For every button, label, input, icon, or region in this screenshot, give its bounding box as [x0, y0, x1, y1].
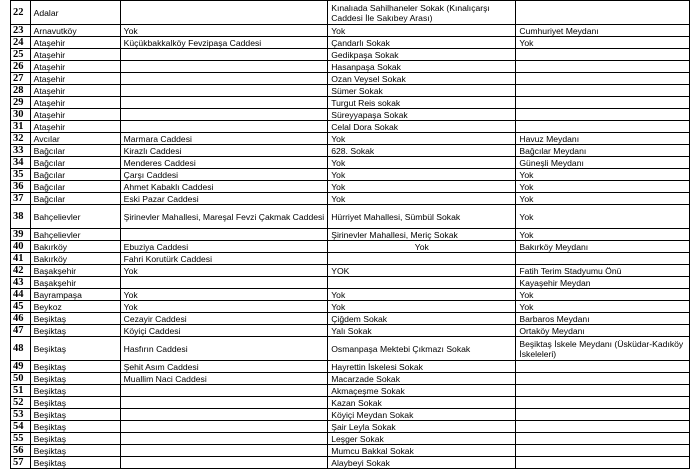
pedestrian-street-cell: Celal Dora Sokak [328, 121, 516, 133]
street-cell [120, 277, 328, 289]
row-number: 45 [11, 301, 31, 313]
table-row [11, 25, 690, 37]
square-cell: Cumhuriyet Meydanı [516, 25, 690, 37]
street-cell: Yok [120, 301, 328, 313]
table-row [11, 313, 690, 325]
table-row [11, 229, 690, 241]
pedestrian-street-cell: Kazan Sokak [328, 397, 516, 409]
square-cell: Fatih Terim Stadyumu Önü [516, 265, 690, 277]
street-cell [120, 97, 328, 109]
table-row [11, 337, 690, 361]
square-cell: Havuz Meydanı [516, 133, 690, 145]
street-cell: Ebuziya Caddesi [120, 241, 328, 253]
district-cell: Ataşehir [30, 61, 120, 73]
street-cell: Ahmet Kabaklı Caddesi [120, 181, 328, 193]
district-cell: Ataşehir [30, 97, 120, 109]
district-cell: Beşiktaş [30, 373, 120, 385]
row-number: 31 [11, 121, 31, 133]
street-cell: Marmara Caddesi [120, 133, 328, 145]
square-cell [516, 97, 690, 109]
row-number: 54 [11, 421, 31, 433]
street-cell: Köyiçi Caddesi [120, 325, 328, 337]
table-row [11, 85, 690, 97]
square-cell [516, 361, 690, 373]
row-number: 35 [11, 169, 31, 181]
table-row [11, 133, 690, 145]
street-cell: Menderes Caddesi [120, 157, 328, 169]
district-cell: Bağcılar [30, 145, 120, 157]
pedestrian-street-cell: Gedikpaşa Sokak [328, 49, 516, 61]
square-cell: Yok [516, 289, 690, 301]
street-cell: Muallim Naci Caddesi [120, 373, 328, 385]
row-number: 29 [11, 97, 31, 109]
document-page [10, 0, 690, 469]
table-row [11, 385, 690, 397]
square-cell [516, 61, 690, 73]
pedestrian-street-cell: Çandarlı Sokak [328, 37, 516, 49]
pedestrian-street-cell [328, 253, 516, 265]
pedestrian-street-cell: Yok [328, 169, 516, 181]
row-number: 55 [11, 433, 31, 445]
district-cell: Bakırköy [30, 253, 120, 265]
square-cell [516, 433, 690, 445]
district-cell: Beşiktaş [30, 337, 120, 361]
street-cell [120, 445, 328, 457]
row-number: 44 [11, 289, 31, 301]
table-row [11, 265, 690, 277]
row-number: 27 [11, 73, 31, 85]
square-cell: Yok [516, 301, 690, 313]
district-cell: Bayrampaşa [30, 289, 120, 301]
pedestrian-street-cell: 628. Sokak [328, 145, 516, 157]
district-cell: Arnavutköy [30, 25, 120, 37]
row-number: 38 [11, 205, 31, 229]
table-row [11, 97, 690, 109]
square-cell: Bağcılar Meydanı [516, 145, 690, 157]
district-cell: Ataşehir [30, 49, 120, 61]
row-number: 24 [11, 37, 31, 49]
table-row [11, 457, 690, 469]
table-row [11, 169, 690, 181]
street-cell: Yok [120, 25, 328, 37]
street-cell: Cezayir Caddesi [120, 313, 328, 325]
square-cell: Yok [516, 37, 690, 49]
street-cell [120, 229, 328, 241]
district-cell: Beşiktaş [30, 325, 120, 337]
pedestrian-street-cell: Çiğdem Sokak [328, 313, 516, 325]
pedestrian-street-cell: Kınalıada Sahilhaneler Sokak (Kınalıçarşı Caddesi İle Sakıbey Arası) [328, 1, 516, 25]
row-number: 43 [11, 277, 31, 289]
square-cell: Barbaros Meydanı [516, 313, 690, 325]
square-cell [516, 73, 690, 85]
square-cell: Yok [516, 205, 690, 229]
pedestrian-street-cell: Şair Leyla Sokak [328, 421, 516, 433]
district-cell: Başakşehir [30, 277, 120, 289]
table-row [11, 61, 690, 73]
district-cell: Adalar [30, 1, 120, 25]
pedestrian-street-cell: Süreyyapaşa Sokak [328, 109, 516, 121]
pedestrian-street-cell: Hürriyet Mahallesi, Sümbül Sokak [328, 205, 516, 229]
district-cell: Beşiktaş [30, 385, 120, 397]
square-cell: Bakırköy Meydanı [516, 241, 690, 253]
pedestrian-street-cell: Ozan Veysel Sokak [328, 73, 516, 85]
pedestrian-street-cell: Yok [328, 289, 516, 301]
pedestrian-street-cell: Şirinevler Mahallesi, Meriç Sokak [328, 229, 516, 241]
table-row [11, 145, 690, 157]
square-cell: Beşiktaş İskele Meydanı (Üsküdar-Kadıköy İskeleleri) [516, 337, 690, 361]
square-cell [516, 1, 690, 25]
square-cell [516, 121, 690, 133]
table-row [11, 73, 690, 85]
table-row [11, 49, 690, 61]
table-row [11, 37, 690, 49]
square-cell [516, 49, 690, 61]
pedestrian-street-cell: Turgut Reis sokak [328, 97, 516, 109]
row-number: 53 [11, 409, 31, 421]
district-cell: Beşiktaş [30, 313, 120, 325]
row-number: 50 [11, 373, 31, 385]
street-cell: Şirinevler Mahallesi, Mareşal Fevzi Çakmak Caddesi [120, 205, 328, 229]
row-number: 40 [11, 241, 31, 253]
table-row [11, 397, 690, 409]
table-row [11, 181, 690, 193]
street-cell: Yok [120, 289, 328, 301]
table-row [11, 373, 690, 385]
table-row [11, 121, 690, 133]
row-number: 36 [11, 181, 31, 193]
row-number: 33 [11, 145, 31, 157]
pedestrian-street-cell: Yok [328, 181, 516, 193]
square-cell [516, 421, 690, 433]
square-cell: Yok [516, 229, 690, 241]
table-body [11, 1, 690, 469]
district-cell: Bahçelievler [30, 229, 120, 241]
table-row [11, 361, 690, 373]
district-cell: Beşiktaş [30, 421, 120, 433]
pedestrian-street-cell: Yok [328, 301, 516, 313]
square-cell [516, 253, 690, 265]
district-cell: Bahçelievler [30, 205, 120, 229]
district-cell: Bakırköy [30, 241, 120, 253]
row-number: 52 [11, 397, 31, 409]
table-row [11, 157, 690, 169]
district-cell: Ataşehir [30, 121, 120, 133]
square-cell [516, 397, 690, 409]
district-cell: Bağcılar [30, 169, 120, 181]
street-cell [120, 385, 328, 397]
pedestrian-street-cell: Macarzade Sokak [328, 373, 516, 385]
district-cell: Bağcılar [30, 157, 120, 169]
row-number: 25 [11, 49, 31, 61]
square-cell [516, 385, 690, 397]
pedestrian-street-cell: Yok [328, 133, 516, 145]
pedestrian-street-cell: Hayrettin İskelesi Sokak [328, 361, 516, 373]
street-cell: Fahri Korutürk Caddesi [120, 253, 328, 265]
district-cell: Beşiktaş [30, 433, 120, 445]
row-number: 22 [11, 1, 31, 25]
street-cell: Yok [120, 265, 328, 277]
street-cell: Eski Pazar Caddesi [120, 193, 328, 205]
square-cell: Yok [516, 181, 690, 193]
street-cell: Kirazlı Caddesi [120, 145, 328, 157]
pedestrian-street-cell: Osmanpaşa Mektebi Çıkmazı Sokak [328, 337, 516, 361]
row-number: 23 [11, 25, 31, 37]
table-row [11, 241, 690, 253]
row-number: 42 [11, 265, 31, 277]
street-cell [120, 109, 328, 121]
table-row [11, 445, 690, 457]
table-row [11, 409, 690, 421]
street-cell [120, 1, 328, 25]
pedestrian-street-cell: Yok [328, 157, 516, 169]
pedestrian-street-cell: Sümer Sokak [328, 85, 516, 97]
row-number: 28 [11, 85, 31, 97]
table-row [11, 193, 690, 205]
district-cell: Başakşehir [30, 265, 120, 277]
table-row [11, 277, 690, 289]
pedestrian-street-cell: Yok [328, 193, 516, 205]
district-cell: Beşiktaş [30, 445, 120, 457]
street-cell [120, 61, 328, 73]
pedestrian-street-cell: Yok [328, 241, 516, 253]
table-row [11, 421, 690, 433]
row-number: 56 [11, 445, 31, 457]
district-cell: Bağcılar [30, 193, 120, 205]
table-row [11, 205, 690, 229]
row-number: 34 [11, 157, 31, 169]
pedestrian-street-cell: Hasanpaşa Sokak [328, 61, 516, 73]
table-row [11, 109, 690, 121]
district-cell: Ataşehir [30, 109, 120, 121]
pedestrian-street-cell: Köyiçi Meydan Sokak [328, 409, 516, 421]
square-cell: Yok [516, 169, 690, 181]
pedestrian-street-cell: Yalı Sokak [328, 325, 516, 337]
row-number: 41 [11, 253, 31, 265]
district-cell: Ataşehir [30, 37, 120, 49]
district-cell: Ataşehir [30, 73, 120, 85]
table-row [11, 325, 690, 337]
street-cell [120, 397, 328, 409]
square-cell: Yok [516, 193, 690, 205]
square-cell: Güneşli Meydanı [516, 157, 690, 169]
row-number: 46 [11, 313, 31, 325]
square-cell [516, 409, 690, 421]
pedestrian-streets-table [10, 0, 690, 469]
street-cell [120, 49, 328, 61]
district-cell: Beşiktaş [30, 361, 120, 373]
row-number: 48 [11, 337, 31, 361]
street-cell: Hasfırın Caddesi [120, 337, 328, 361]
street-cell: Şehit Asım Caddesi [120, 361, 328, 373]
row-number: 57 [11, 457, 31, 469]
pedestrian-street-cell: Alaybeyi Sokak [328, 457, 516, 469]
district-cell: Avcılar [30, 133, 120, 145]
district-cell: Beşiktaş [30, 397, 120, 409]
row-number: 39 [11, 229, 31, 241]
street-cell: Küçükbakkalköy Fevzipaşa Caddesi [120, 37, 328, 49]
row-number: 49 [11, 361, 31, 373]
street-cell [120, 409, 328, 421]
square-cell [516, 457, 690, 469]
table-row [11, 289, 690, 301]
pedestrian-street-cell: Leşger Sokak [328, 433, 516, 445]
row-number: 51 [11, 385, 31, 397]
row-number: 30 [11, 109, 31, 121]
table-row [11, 253, 690, 265]
street-cell [120, 457, 328, 469]
district-cell: Beykoz [30, 301, 120, 313]
street-cell [120, 73, 328, 85]
pedestrian-street-cell [328, 277, 516, 289]
square-cell [516, 445, 690, 457]
pedestrian-street-cell: Mumcu Bakkal Sokak [328, 445, 516, 457]
row-number: 32 [11, 133, 31, 145]
pedestrian-street-cell: Yok [328, 25, 516, 37]
table-row [11, 1, 690, 25]
pedestrian-street-cell: Akmaçeşme Sokak [328, 385, 516, 397]
square-cell: Ortaköy Meydanı [516, 325, 690, 337]
square-cell [516, 373, 690, 385]
street-cell [120, 85, 328, 97]
district-cell: Beşiktaş [30, 409, 120, 421]
street-cell [120, 421, 328, 433]
table-row [11, 433, 690, 445]
row-number: 26 [11, 61, 31, 73]
row-number: 47 [11, 325, 31, 337]
square-cell [516, 85, 690, 97]
pedestrian-street-cell: YOK [328, 265, 516, 277]
district-cell: Bağcılar [30, 181, 120, 193]
square-cell: Kayaşehir Meydan [516, 277, 690, 289]
district-cell: Beşiktaş [30, 457, 120, 469]
square-cell [516, 109, 690, 121]
street-cell [120, 121, 328, 133]
street-cell: Çarşı Caddesi [120, 169, 328, 181]
row-number: 37 [11, 193, 31, 205]
street-cell [120, 433, 328, 445]
district-cell: Ataşehir [30, 85, 120, 97]
table-row [11, 301, 690, 313]
